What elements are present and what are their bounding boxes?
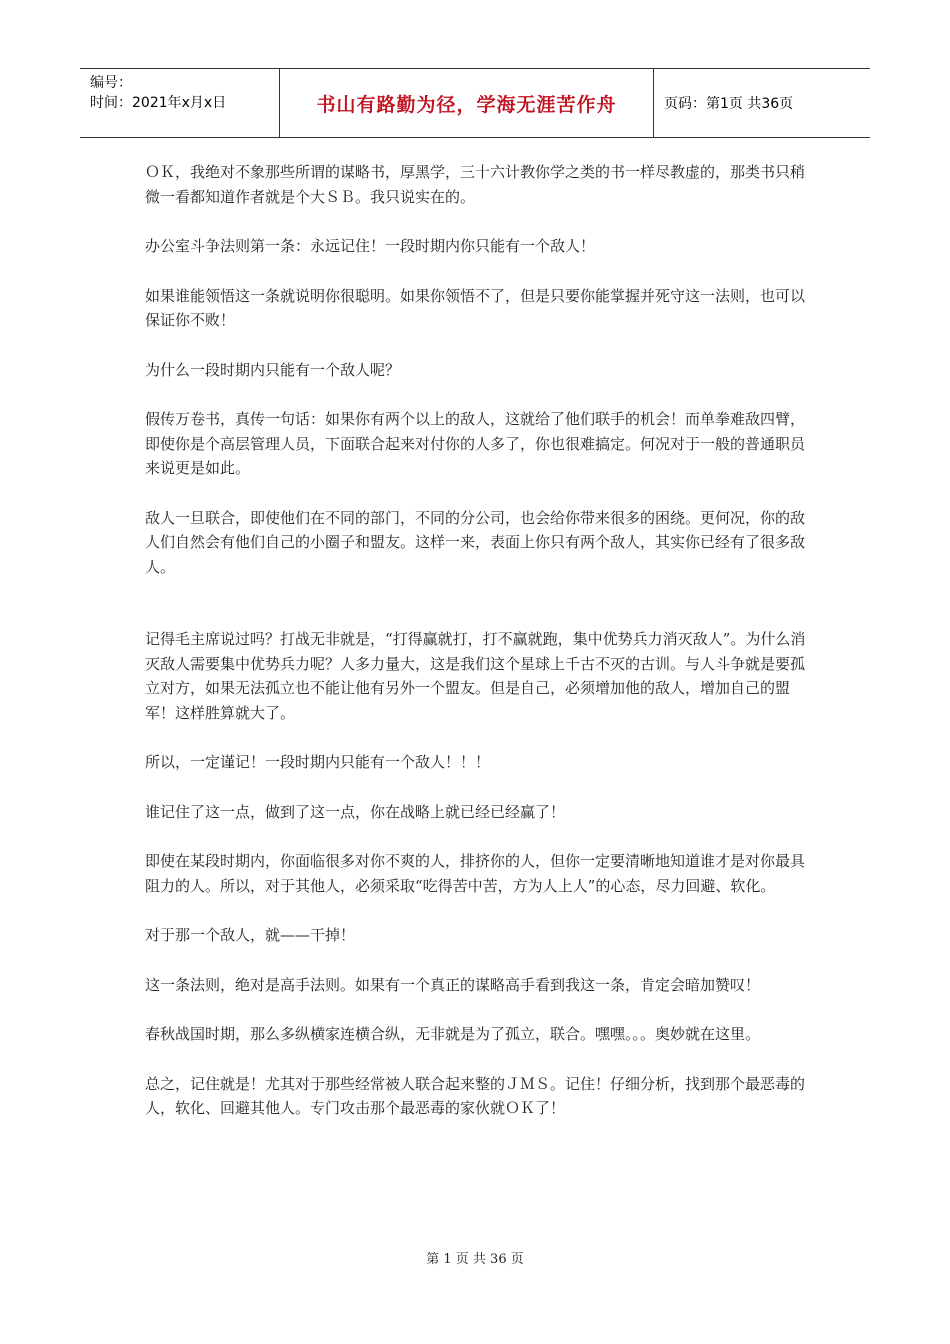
header-table	[80, 68, 870, 138]
paragraph: 即使在某段时期内，你面临很多对你不爽的人，排挤你的人，但你一定要清晰地知道谁才是对你最具阻力的人。所以，对于其他人，必须采取“吃得苦中苦，方为人上人”的心态，尽力回避、软化。	[145, 852, 806, 895]
paragraph: 记得毛主席说过吗？打战无非就是，“打得赢就打，打不赢就跑，集中优势兵力消灭敌人”。为什么消灭敌人需要集中优势兵力呢？人多力量大，这是我们这个星球上千古不灭的古训。与人斗争就是要孤立对方，如果无法孤立也不能让他有另外一个盟友。但是自己，必须增加他的敌人，增加自己的盟军！这样胜算就大了。	[145, 630, 806, 722]
paragraph: 如果谁能领悟这一条就说明你很聪明。如果你领悟不了，但是只要你能掌握并死守这一法则，也可以保证你不败！	[145, 286, 806, 329]
paragraph: 这一条法则，绝对是高手法则。如果有一个真正的谋略高手看到我这一条，肯定会暗加赞叹！	[145, 975, 761, 994]
page-footer: 第 1 页 共 36 页	[426, 1252, 524, 1267]
paragraph: ＯＫ，我绝对不象那些所谓的谋略书，厚黑学，三十六计教你学之类的书一样尽教虚的，那类书只稍微一看都知道作者就是个大ＳＢ。我只说实在的。	[145, 163, 806, 206]
header-meta-cell	[80, 69, 280, 137]
paragraph: 所以，一定谨记！一段时期内只能有一个敌人！！！	[145, 753, 491, 771]
paragraph: 谁记住了这一点，做到了这一点，你在战略上就已经已经赢了！	[145, 802, 566, 821]
document-body	[145, 160, 810, 1146]
paragraph: 总之，记住就是！尤其对于那些经常被人联合起来整的ＪＭＳ。记住！仔细分析，找到那个最恶毒的人，软化、回避其他人。专门攻击那个最恶毒的家伙就ＯＫ了！	[145, 1074, 806, 1117]
number-label: 编号：	[90, 75, 132, 91]
paragraph: 春秋战国时期，那么多纵横家连横合纵，无非就是为了孤立，联合。嘿嘿。。。奥妙就在这里。	[145, 1025, 761, 1043]
paragraph: 敌人一旦联合，即使他们在不同的部门，不同的分公司，也会给你带来很多的困绕。更何况，你的敌人们自然会有他们自己的小圈子和盟友。这样一来，表面上你只有两个敌人，其实你已经有了很多敌人。	[145, 508, 806, 576]
header-motto: 书山有路勤为径，学海无涯苦作舟	[280, 69, 654, 137]
paragraph: 对于那一个敌人，就——干掉！	[145, 926, 356, 944]
paragraph: 办公室斗争法则第一条：永远记住！一段时期内你只能有一个敌人！	[145, 237, 596, 255]
header-page-info: 页码：第1页 共36页	[664, 96, 794, 112]
paragraph: 为什么一段时期内只能有一个敌人呢？	[145, 360, 401, 379]
time-label: 时间：2021年x月x日	[90, 95, 227, 111]
paragraph: 假传万卷书，真传一句话：如果你有两个以上的敌人，这就给了他们联手的机会！而单拳难敌四臂，即使你是个高层管理人员，下面联合起来对付你的人多了，你也很难搞定。何况对于一般的普通职员来说更是如此。	[145, 410, 806, 477]
